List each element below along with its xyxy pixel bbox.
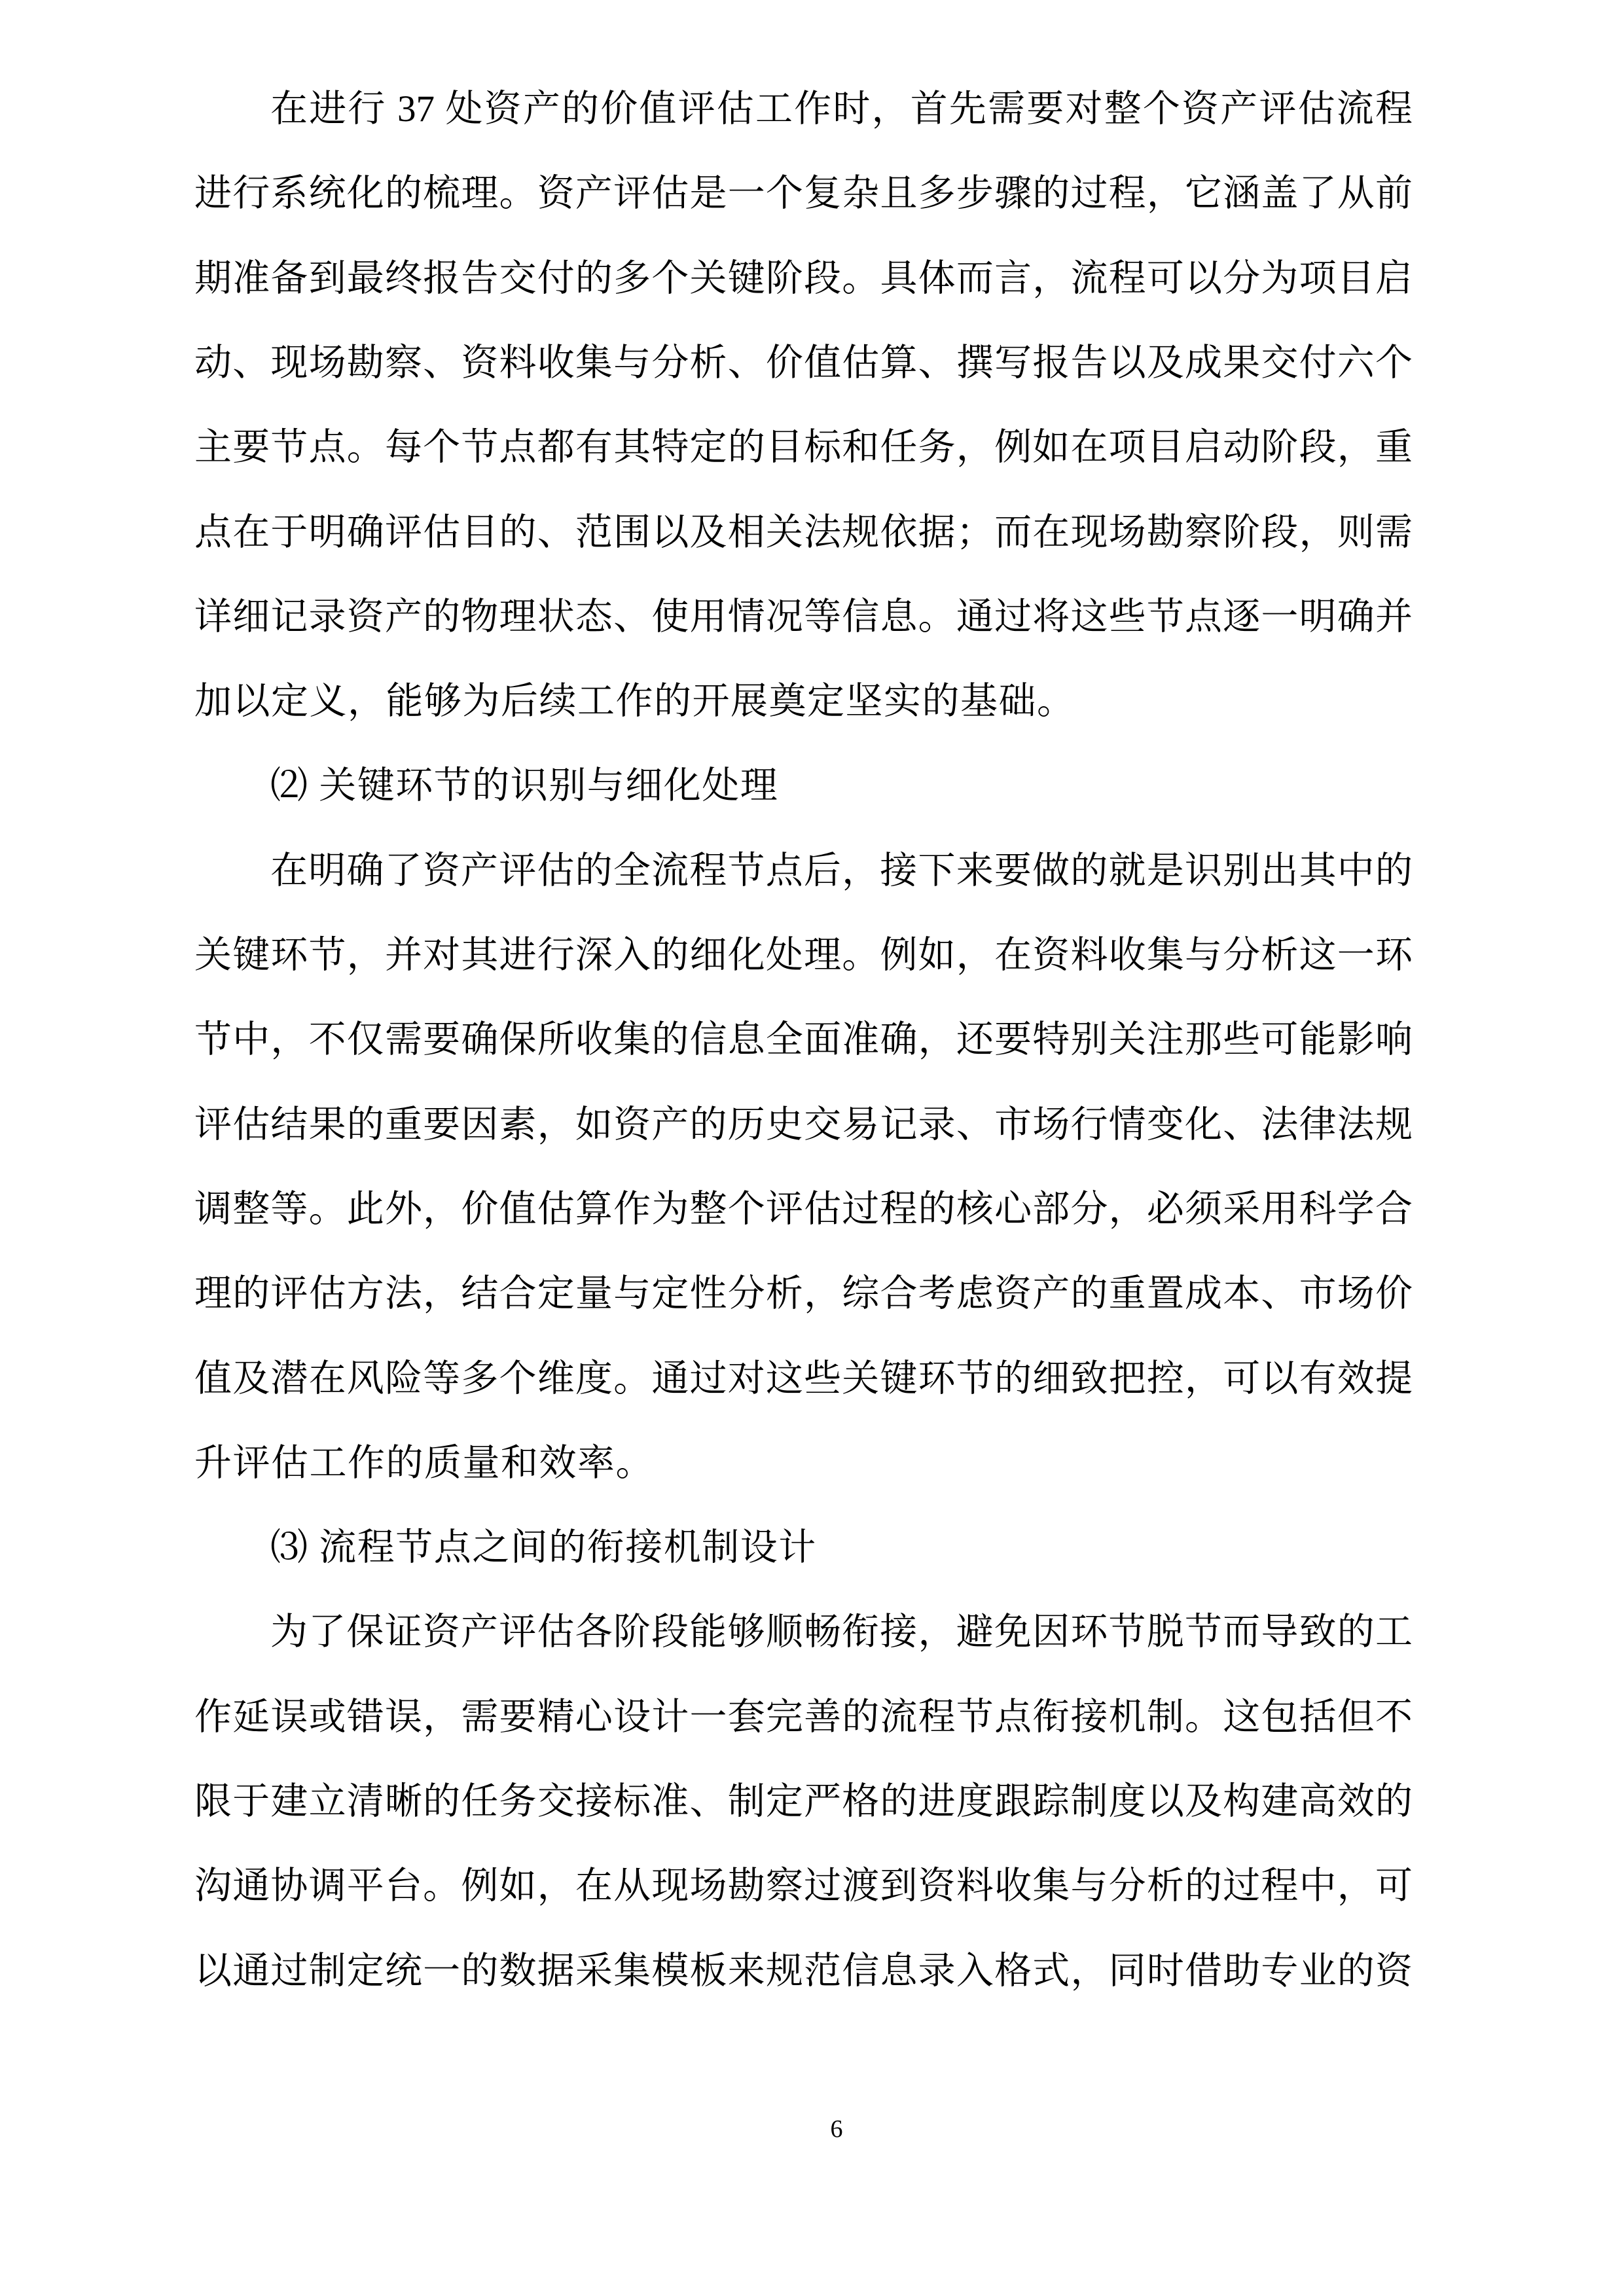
paragraph-2-line-5: 调整等。此外，价值估算作为整个评估过程的核心部分，必须采用科学合 bbox=[194, 1189, 1413, 1230]
section-heading-2: ⑵ 关键环节的识别与细化处理 bbox=[270, 765, 779, 806]
paragraph-1-line-5: 主要节点。每个节点都有其特定的目标和任务，例如在项目启动阶段，重 bbox=[194, 427, 1413, 468]
paragraph-2-line-2: 关键环节，并对其进行深入的细化处理。例如，在资料收集与分析这一环 bbox=[194, 935, 1413, 976]
paragraph-2-line-3: 节中，不仅需要确保所收集的信息全面准确，还要特别关注那些可能影响 bbox=[194, 1019, 1413, 1060]
paragraph-2-line-4: 评估结果的重要因素，如资产的历史交易记录、市场行情变化、法律法规 bbox=[194, 1104, 1413, 1145]
page-number: 6 bbox=[830, 2115, 843, 2143]
paragraph-2-line-7: 值及潜在风险等多个维度。通过对这些关键环节的细致把控，可以有效提 bbox=[194, 1358, 1413, 1399]
paragraph-1-line-2: 进行系统化的梳理。资产评估是一个复杂且多步骤的过程，它涵盖了从前 bbox=[194, 173, 1413, 214]
paragraph-1-line-4: 动、现场勘察、资料收集与分析、价值估算、撰写报告以及成果交付六个 bbox=[194, 342, 1413, 384]
paragraph-3-line-3: 限于建立清晰的任务交接标准、制定严格的进度跟踪制度以及构建高效的 bbox=[194, 1781, 1413, 1822]
paragraph-3-line-2: 作延误或错误，需要精心设计一套完善的流程节点衔接机制。这包括但不 bbox=[194, 1696, 1413, 1738]
paragraph-1-line-6: 点在于明确评估目的、范围以及相关法规依据；而在现场勘察阶段，则需 bbox=[194, 512, 1413, 553]
paragraph-2-line-6: 理的评估方法，结合定量与定性分析，综合考虑资产的重置成本、市场价 bbox=[194, 1273, 1413, 1314]
paragraph-1-line-8: 加以定义，能够为后续工作的开展奠定坚实的基础。 bbox=[194, 681, 1075, 722]
paragraph-1-line-1: 在进行 37 处资产的价值评估工作时，首先需要对整个资产评估流程 bbox=[270, 88, 1413, 130]
paragraph-3-line-1: 为了保证资产评估各阶段能够顺畅衔接，避免因环节脱节而导致的工 bbox=[270, 1611, 1413, 1653]
paragraph-2-line-1: 在明确了资产评估的全流程节点后，接下来要做的就是识别出其中的 bbox=[270, 850, 1413, 891]
paragraph-3-line-5: 以通过制定统一的数据采集模板来规范信息录入格式，同时借助专业的资 bbox=[194, 1950, 1413, 1992]
section-heading-3: ⑶ 流程节点之间的衔接机制设计 bbox=[270, 1527, 817, 1568]
paragraph-2-line-8: 升评估工作的质量和效率。 bbox=[194, 1443, 654, 1484]
paragraph-1-line-7: 详细记录资产的物理状态、使用情况等信息。通过将这些节点逐一明确并 bbox=[194, 596, 1413, 637]
paragraph-3-line-4: 沟通协调平台。例如，在从现场勘察过渡到资料收集与分析的过程中，可 bbox=[194, 1865, 1413, 1907]
paragraph-1-line-3: 期准备到最终报告交付的多个关键阶段。具体而言，流程可以分为项目启 bbox=[194, 258, 1413, 299]
